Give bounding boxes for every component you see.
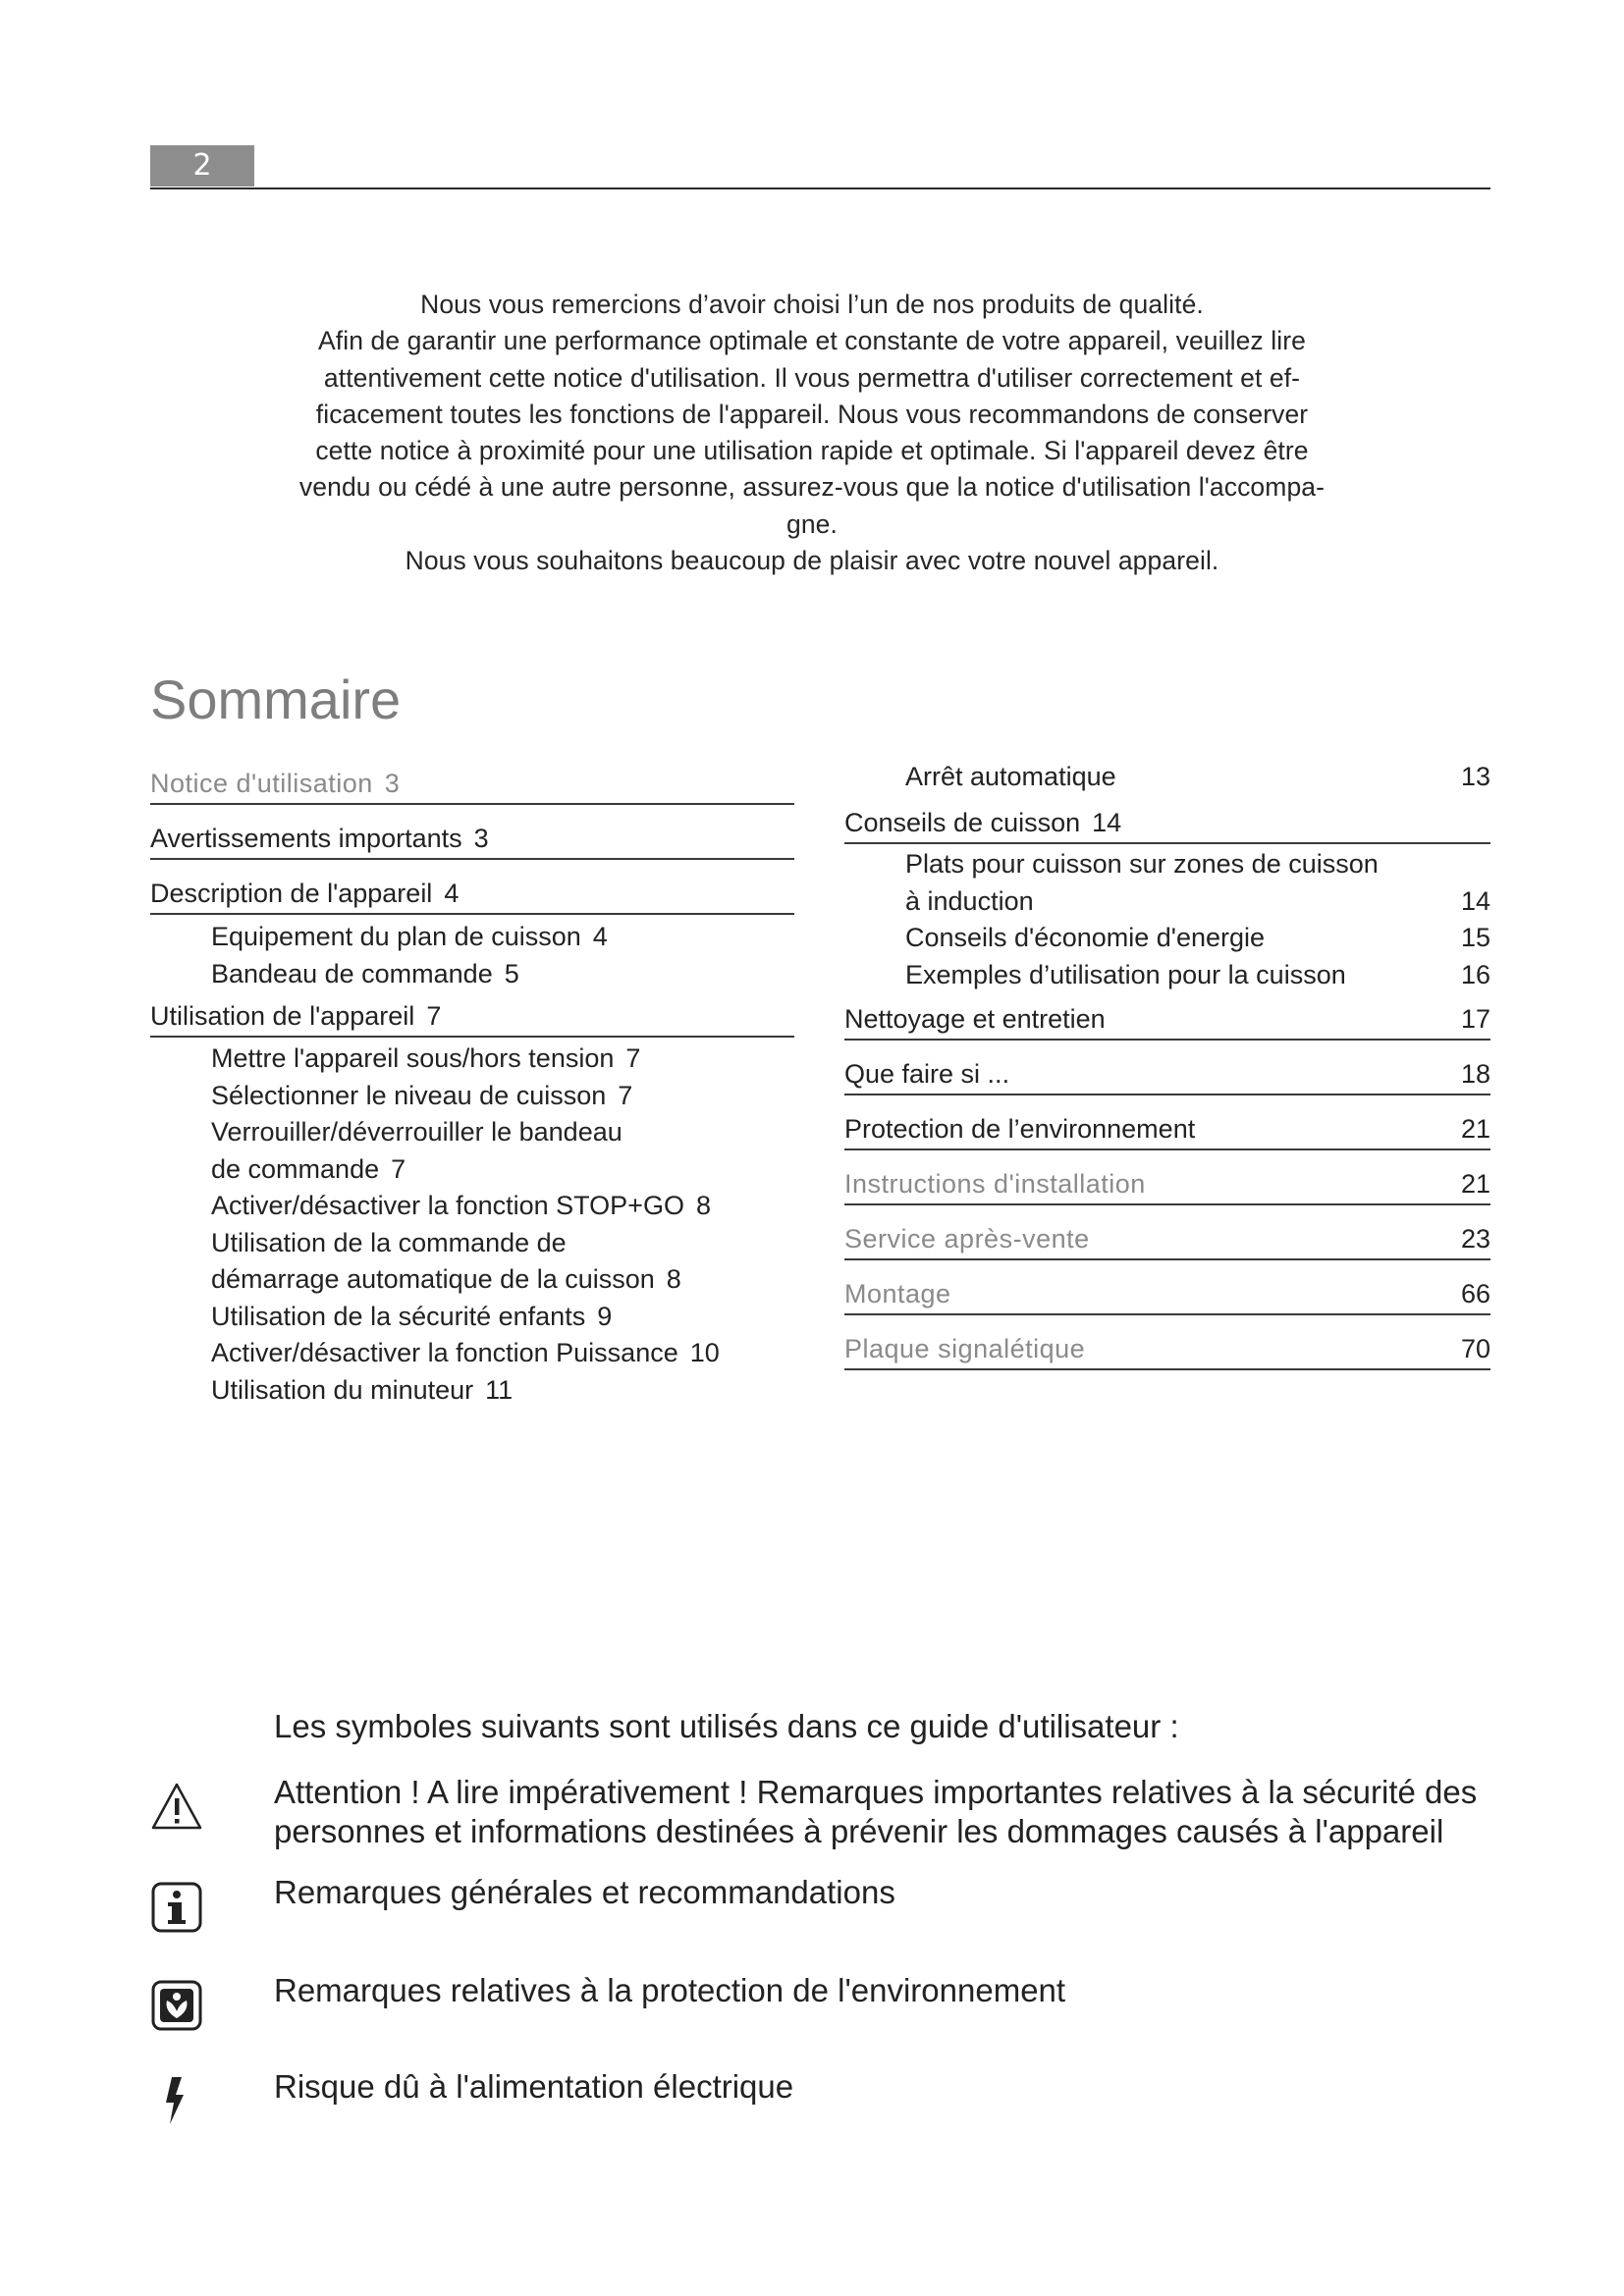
intro-line: cette notice à proximité pour une utilisation rapide et optimale. Si l'appareil devez être <box>315 436 1309 466</box>
toc-label: Avertissements importants <box>150 824 462 853</box>
toc-label: démarrage automatique de la cuisson <box>211 1264 655 1294</box>
symbol-text-line: Remarques générales et recommandations <box>274 1874 895 1910</box>
symbol-text-line: Risque dû à l'alimentation électrique <box>274 2068 794 2105</box>
toc-label: Exemples d’utilisation pour la cuisson <box>905 959 1346 989</box>
toc-page: 3 <box>473 824 489 853</box>
toc-subentry[interactable] <box>211 1114 794 1151</box>
symbol-text-line: Remarques relatives à la protection de l'environnement <box>274 1972 1066 2008</box>
symbol-text <box>274 1873 1491 1912</box>
toc-left-column <box>150 756 794 1409</box>
toc-label: Notice d'utilisation <box>150 769 373 798</box>
toc-page: 14 <box>1460 885 1490 916</box>
toc-label: Activer/désactiver la fonction Puissance <box>211 1338 678 1367</box>
intro-line: attentivement cette notice d'utilisation. Il vous permettra d'utiliser correctement et ef- <box>323 362 1301 393</box>
toc-label: Utilisation de l'appareil <box>150 1001 415 1031</box>
symbol-text-line: personnes et informations destinées à prévenir les dommages causés à l'appareil <box>274 1813 1444 1849</box>
toc-label: Sélectionner le niveau de cuisson <box>211 1080 607 1110</box>
warning-triangle-icon <box>150 1781 203 1834</box>
toc-page: 5 <box>504 958 519 988</box>
toc-label: Activer/désactiver la fonction STOP+GO <box>211 1191 684 1220</box>
toc-label: Arrêt automatique <box>905 762 1116 792</box>
symbol-text <box>274 1971 1491 2010</box>
toc-page: 7 <box>618 1080 633 1110</box>
toc-entry-instructions[interactable] <box>844 1150 1490 1205</box>
toc-sublist-utilisation <box>150 1038 794 1409</box>
toc-page: 14 <box>1092 808 1122 837</box>
toc-label: Verrouiller/déverrouiller le bandeau <box>211 1117 623 1147</box>
toc-label: Utilisation du minuteur <box>211 1374 474 1405</box>
toc-label: Protection de l’environnement <box>844 1114 1196 1144</box>
toc-page: 21 <box>1460 1169 1490 1199</box>
toc-subentry[interactable] <box>211 1188 794 1225</box>
toc-entry-protection[interactable] <box>844 1095 1490 1150</box>
toc-right-column <box>844 756 1490 1370</box>
toc-page: 21 <box>1460 1114 1490 1144</box>
toc-label: Nettoyage et entretien <box>844 1004 1106 1034</box>
toc-subentry[interactable] <box>211 1372 794 1410</box>
toc-entry-nettoyage[interactable] <box>844 993 1490 1041</box>
symbol-environment-row <box>150 1971 1490 2030</box>
toc-entry-notice[interactable] <box>150 756 794 805</box>
toc-entry-montage[interactable] <box>844 1260 1490 1315</box>
toc-page: 4 <box>444 879 460 908</box>
intro-line: Afin de garantir une performance optimale et constante de votre appareil, veuillez lire <box>318 326 1306 356</box>
symbol-text <box>274 2067 1491 2107</box>
intro-line: Nous vous souhaitons beaucoup de plaisir avec votre nouvel appareil. <box>405 546 1219 576</box>
intro-paragraph <box>245 287 1379 579</box>
toc-label: Utilisation de la sécurité enfants <box>211 1301 586 1331</box>
toc-sublist-description <box>150 915 794 992</box>
toc-label: Instructions d'installation <box>844 1169 1146 1199</box>
toc-subentry[interactable] <box>211 1151 794 1189</box>
intro-line: Nous vous remercions d’avoir choisi l’un de nos produits de qualité. <box>420 290 1204 319</box>
toc-label: Service après-vente <box>844 1224 1090 1254</box>
toc-label: Montage <box>844 1279 951 1308</box>
symbol-warning-row <box>150 1773 1490 1861</box>
toc-page: 18 <box>1460 1059 1490 1089</box>
toc-label: Que faire si ... <box>844 1059 1010 1089</box>
toc-subentry[interactable] <box>905 920 1490 957</box>
symbol-info-row <box>150 1873 1490 1932</box>
toc-page: 16 <box>1460 959 1490 989</box>
symbol-electric-row <box>150 2067 1490 2126</box>
toc-label: Description de l'appareil <box>150 879 433 908</box>
toc-page: 23 <box>1460 1224 1490 1254</box>
toc-label: Equipement du plan de cuisson <box>211 922 581 951</box>
toc-page: 9 <box>597 1301 613 1331</box>
toc-subentry[interactable] <box>905 883 1490 921</box>
symbols-intro: Les symboles suivants sont utilisés dans ce guide d'utilisateur : <box>274 1708 1179 1744</box>
toc-subentry[interactable] <box>211 1299 794 1336</box>
toc-page: 7 <box>391 1153 406 1184</box>
toc-label: Plats pour cuisson sur zones de cuisson <box>905 849 1379 879</box>
page-title: Sommaire <box>150 668 402 730</box>
intro-line: vendu ou cédé à une autre personne, assurez-vous que la notice d'utilisation l'accompa- <box>298 472 1326 503</box>
toc-label: de commande <box>211 1153 380 1184</box>
toc-label: à induction <box>905 885 1034 916</box>
intro-line: ficacement toutes les fonctions de l'appareil. Nous vous recommandons de conserver <box>315 399 1309 429</box>
toc-entry-service[interactable] <box>844 1205 1490 1260</box>
toc-page: 7 <box>625 1043 641 1073</box>
toc-label: Bandeau de commande <box>211 958 493 988</box>
toc-subentry[interactable] <box>211 1225 794 1262</box>
toc-subentry[interactable] <box>211 956 794 993</box>
lightning-icon <box>150 2073 203 2126</box>
toc-page: 4 <box>592 922 608 951</box>
toc-entry-avertissements[interactable] <box>150 805 794 860</box>
toc-page: 11 <box>485 1374 514 1405</box>
toc-label: Plaque signalétique <box>844 1334 1086 1363</box>
toc-subentry[interactable] <box>211 1041 794 1078</box>
toc-subentry[interactable] <box>211 1078 794 1115</box>
toc-page: 17 <box>1460 1004 1490 1034</box>
toc-subentry[interactable] <box>211 919 794 956</box>
toc-sublist-conseils <box>844 844 1490 993</box>
symbol-text-line: Attention ! A lire impérativement ! Remarques importantes relatives à la sécurité des <box>274 1774 1478 1810</box>
toc-entry-utilisation[interactable] <box>150 992 794 1038</box>
toc-entry-description[interactable] <box>150 860 794 915</box>
toc-page: 10 <box>689 1338 720 1367</box>
toc-page: 3 <box>384 769 401 798</box>
toc-sublist-arret <box>844 756 1490 799</box>
header-rule <box>150 187 1490 189</box>
toc-page: 70 <box>1460 1334 1490 1363</box>
toc-entry-plaque[interactable] <box>844 1315 1490 1370</box>
toc-label: Mettre l'appareil sous/hors tension <box>211 1043 615 1073</box>
toc-page: 8 <box>666 1264 681 1294</box>
environment-icon <box>150 1979 203 2032</box>
toc-page: 7 <box>426 1001 442 1031</box>
toc-page: 15 <box>1460 923 1490 952</box>
intro-line: gne. <box>786 508 838 539</box>
info-icon <box>150 1881 203 1934</box>
toc-subentry[interactable] <box>211 1261 794 1299</box>
toc-page: 66 <box>1460 1279 1490 1308</box>
page-number-badge: 2 <box>150 145 254 187</box>
toc-label: Utilisation de la commande de <box>211 1227 567 1257</box>
toc-page: 8 <box>695 1191 711 1220</box>
toc-subentry[interactable] <box>905 846 1490 883</box>
toc-label: Conseils d'économie d'energie <box>905 923 1266 952</box>
toc-subentry[interactable] <box>905 957 1490 994</box>
symbol-text <box>274 1773 1491 1851</box>
toc-page: 13 <box>1460 762 1490 792</box>
toc-entry-que-faire[interactable] <box>844 1041 1490 1095</box>
toc-subentry[interactable] <box>905 756 1490 799</box>
toc-entry-conseils[interactable] <box>844 799 1490 844</box>
toc-subentry[interactable] <box>211 1335 794 1372</box>
toc-label: Conseils de cuisson <box>844 808 1081 837</box>
